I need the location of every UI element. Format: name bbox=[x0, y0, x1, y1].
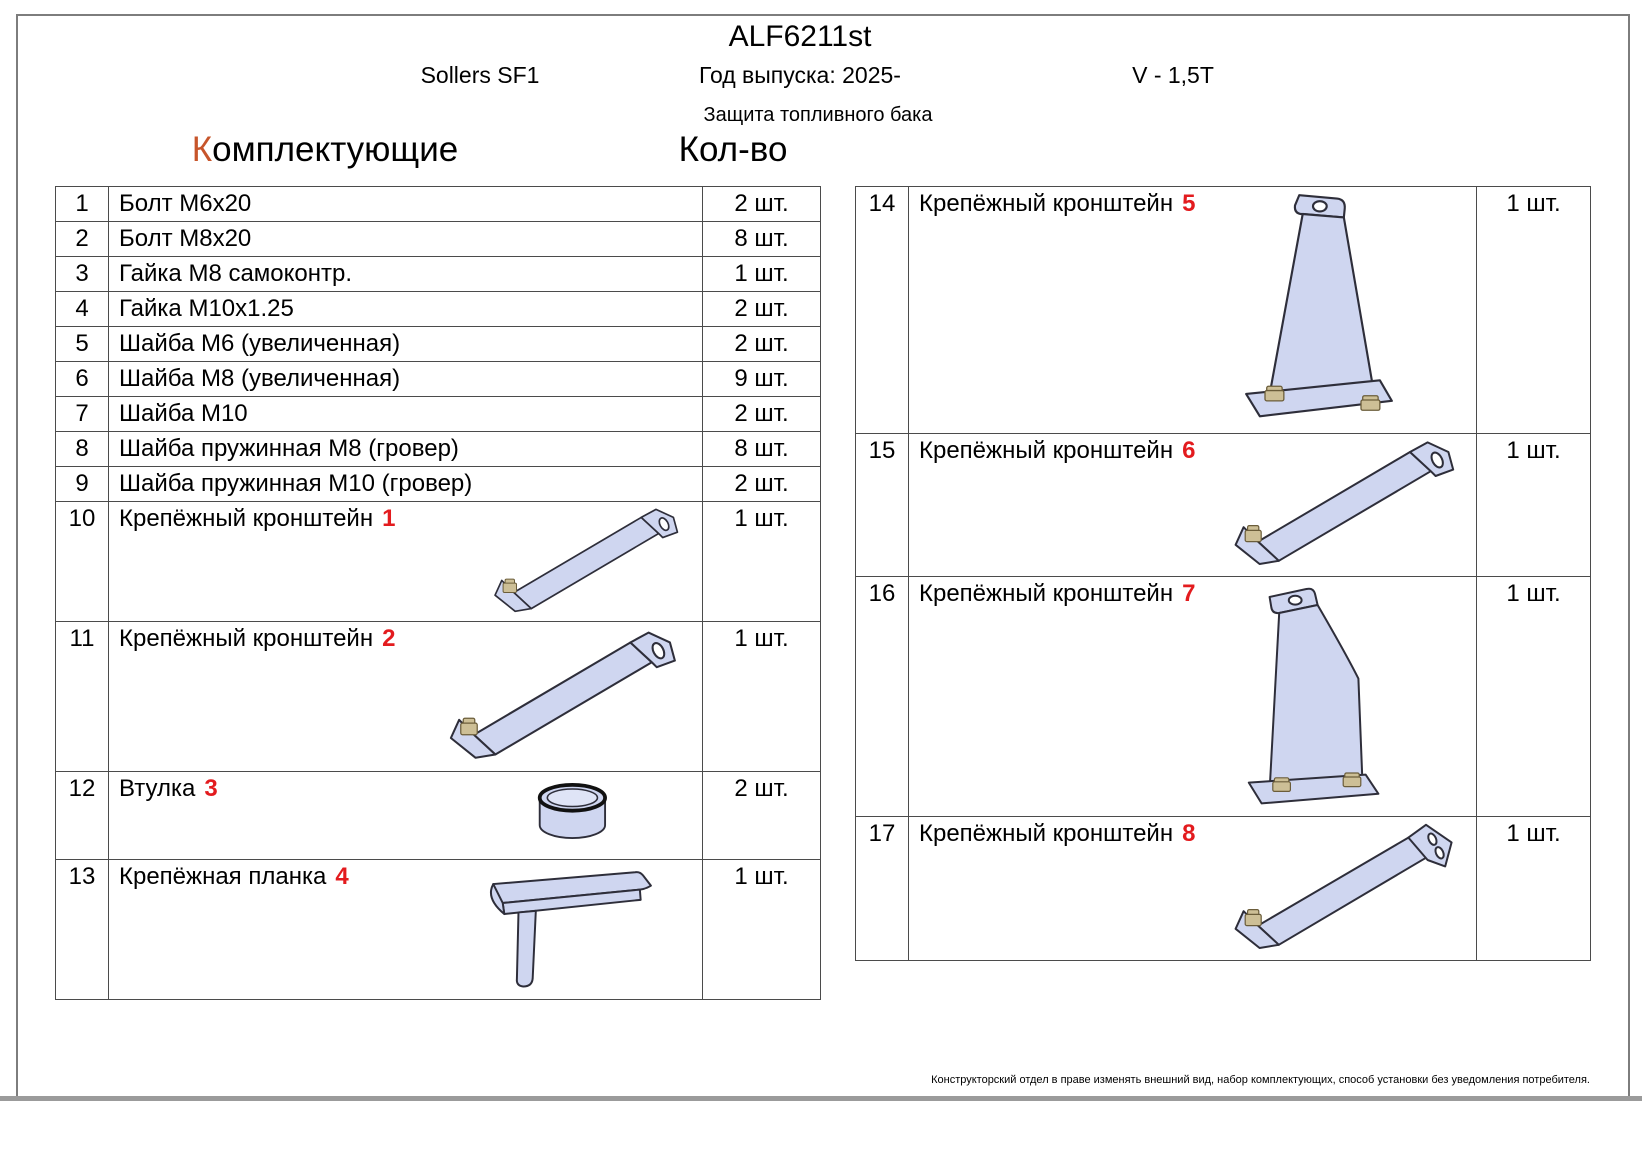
part-name: Болт М8х20 bbox=[119, 225, 252, 252]
part-qty: 1 шт. bbox=[703, 257, 821, 292]
part-name: Крепёжный кронштейн bbox=[919, 437, 1174, 464]
part-name: Шайба М8 (увеличенная) bbox=[119, 365, 401, 392]
row-number: 16 bbox=[856, 577, 909, 817]
part-name-cell bbox=[109, 467, 703, 502]
part-qty: 1 шт. bbox=[1477, 187, 1591, 434]
part-name: Шайба пружинная М10 (гровер) bbox=[119, 470, 473, 497]
part-illustration-bracket-7 bbox=[1228, 581, 1396, 813]
part-ref-number: 1 bbox=[382, 505, 396, 532]
table-row bbox=[56, 432, 821, 467]
part-qty: 8 шт. bbox=[703, 222, 821, 257]
part-qty: 2 шт. bbox=[703, 292, 821, 327]
row-number: 1 bbox=[56, 187, 109, 222]
row-number: 2 bbox=[56, 222, 109, 257]
part-name: Крепёжный кронштейн bbox=[119, 505, 374, 532]
part-qty: 1 шт. bbox=[703, 622, 821, 772]
part-name: Крепёжный кронштейн bbox=[919, 190, 1174, 217]
row-number: 6 bbox=[56, 362, 109, 397]
part-qty: 2 шт. bbox=[703, 397, 821, 432]
part-name: Гайка М8 самоконтр. bbox=[119, 260, 353, 287]
part-name-cell bbox=[109, 772, 703, 860]
part-qty: 1 шт. bbox=[703, 502, 821, 622]
part-name: Крепёжная планка bbox=[119, 863, 327, 890]
table-row bbox=[56, 397, 821, 432]
part-name: Гайка М10х1.25 bbox=[119, 295, 294, 322]
part-qty: 1 шт. bbox=[1477, 577, 1591, 817]
part-name-cell bbox=[109, 222, 703, 257]
parts-table-right bbox=[855, 186, 1591, 961]
part-qty: 2 шт. bbox=[703, 467, 821, 502]
part-name-cell bbox=[909, 434, 1477, 577]
production-year: Год выпуска: 2025- bbox=[699, 62, 901, 88]
table-row bbox=[56, 502, 821, 622]
part-qty: 2 шт. bbox=[703, 327, 821, 362]
part-illustration-bracket-2 bbox=[441, 626, 688, 766]
row-number: 15 bbox=[856, 434, 909, 577]
parts-table-left bbox=[55, 186, 821, 1000]
part-name: Втулка bbox=[119, 775, 196, 802]
part-qty: 2 шт. bbox=[703, 187, 821, 222]
part-name-cell bbox=[109, 397, 703, 432]
vehicle-weight: V - 1,5T bbox=[1132, 62, 1214, 88]
part-ref-number: 5 bbox=[1182, 190, 1196, 217]
table-row bbox=[856, 434, 1591, 577]
components-header-rest: омплектующие bbox=[212, 130, 459, 169]
part-illustration-bracket-8 bbox=[1226, 820, 1466, 956]
qty-header: Кол-во bbox=[678, 130, 788, 169]
row-number: 10 bbox=[56, 502, 109, 622]
table-row bbox=[56, 467, 821, 502]
page-bottom-edge bbox=[0, 1096, 1642, 1101]
row-number: 12 bbox=[56, 772, 109, 860]
part-illustration-plate-4 bbox=[457, 862, 662, 996]
part-qty: 9 шт. bbox=[703, 362, 821, 397]
part-name-cell bbox=[109, 860, 703, 1000]
part-qty: 1 шт. bbox=[703, 860, 821, 1000]
table-row bbox=[856, 187, 1591, 434]
row-number: 17 bbox=[856, 817, 909, 961]
table-row bbox=[56, 622, 821, 772]
row-number: 3 bbox=[56, 257, 109, 292]
part-ref-number: 6 bbox=[1182, 437, 1196, 464]
product-name: Защита топливного бака bbox=[703, 104, 933, 126]
part-illustration-bracket-5 bbox=[1217, 190, 1406, 430]
table-row bbox=[56, 860, 821, 1000]
footer-disclaimer: Конструкторский отдел в праве изменять внешний вид, набор комплектующих, способ установки без уведомления потребителя. bbox=[931, 1074, 1590, 1086]
part-illustration-bushing-3 bbox=[523, 778, 622, 854]
table-row bbox=[56, 257, 821, 292]
part-name-cell bbox=[109, 622, 703, 772]
components-header bbox=[160, 130, 490, 170]
table-row bbox=[56, 772, 821, 860]
components-header-first-letter: К bbox=[191, 130, 213, 169]
part-name: Крепёжный кронштейн bbox=[119, 625, 374, 652]
row-number: 8 bbox=[56, 432, 109, 467]
table-row bbox=[856, 817, 1591, 961]
part-ref-number: 3 bbox=[204, 775, 218, 802]
part-name-cell bbox=[109, 187, 703, 222]
part-ref-number: 8 bbox=[1182, 820, 1196, 847]
table-row bbox=[56, 292, 821, 327]
table-row bbox=[56, 362, 821, 397]
part-name-cell bbox=[909, 577, 1477, 817]
part-qty: 8 шт. bbox=[703, 432, 821, 467]
part-name-cell bbox=[109, 327, 703, 362]
part-name-cell bbox=[909, 817, 1477, 961]
part-illustration-bracket-1 bbox=[487, 504, 688, 618]
table-row bbox=[56, 327, 821, 362]
row-number: 13 bbox=[56, 860, 109, 1000]
row-number: 14 bbox=[856, 187, 909, 434]
doc-title: ALF6211st bbox=[728, 20, 872, 53]
part-qty: 2 шт. bbox=[703, 772, 821, 860]
part-name: Шайба М6 (увеличенная) bbox=[119, 330, 401, 357]
row-number: 9 bbox=[56, 467, 109, 502]
part-name: Крепёжный кронштейн bbox=[919, 580, 1174, 607]
part-illustration-bracket-6 bbox=[1226, 436, 1466, 572]
row-number: 5 bbox=[56, 327, 109, 362]
part-name: Крепёжный кронштейн bbox=[919, 820, 1174, 847]
part-ref-number: 7 bbox=[1182, 580, 1196, 607]
table-row bbox=[56, 222, 821, 257]
part-ref-number: 4 bbox=[335, 863, 349, 890]
table-row bbox=[56, 187, 821, 222]
part-name: Болт М6х20 bbox=[119, 190, 252, 217]
row-number: 4 bbox=[56, 292, 109, 327]
part-name: Шайба М10 bbox=[119, 400, 248, 427]
part-name: Шайба пружинная М8 (гровер) bbox=[119, 435, 459, 462]
vehicle-model: Sollers SF1 bbox=[420, 62, 540, 88]
part-qty: 1 шт. bbox=[1477, 817, 1591, 961]
part-name-cell bbox=[909, 187, 1477, 434]
part-name-cell bbox=[109, 432, 703, 467]
part-name-cell bbox=[109, 502, 703, 622]
part-ref-number: 2 bbox=[382, 625, 396, 652]
part-name-cell bbox=[109, 257, 703, 292]
part-qty: 1 шт. bbox=[1477, 434, 1591, 577]
table-row bbox=[856, 577, 1591, 817]
row-number: 11 bbox=[56, 622, 109, 772]
part-name-cell bbox=[109, 362, 703, 397]
part-name-cell bbox=[109, 292, 703, 327]
row-number: 7 bbox=[56, 397, 109, 432]
